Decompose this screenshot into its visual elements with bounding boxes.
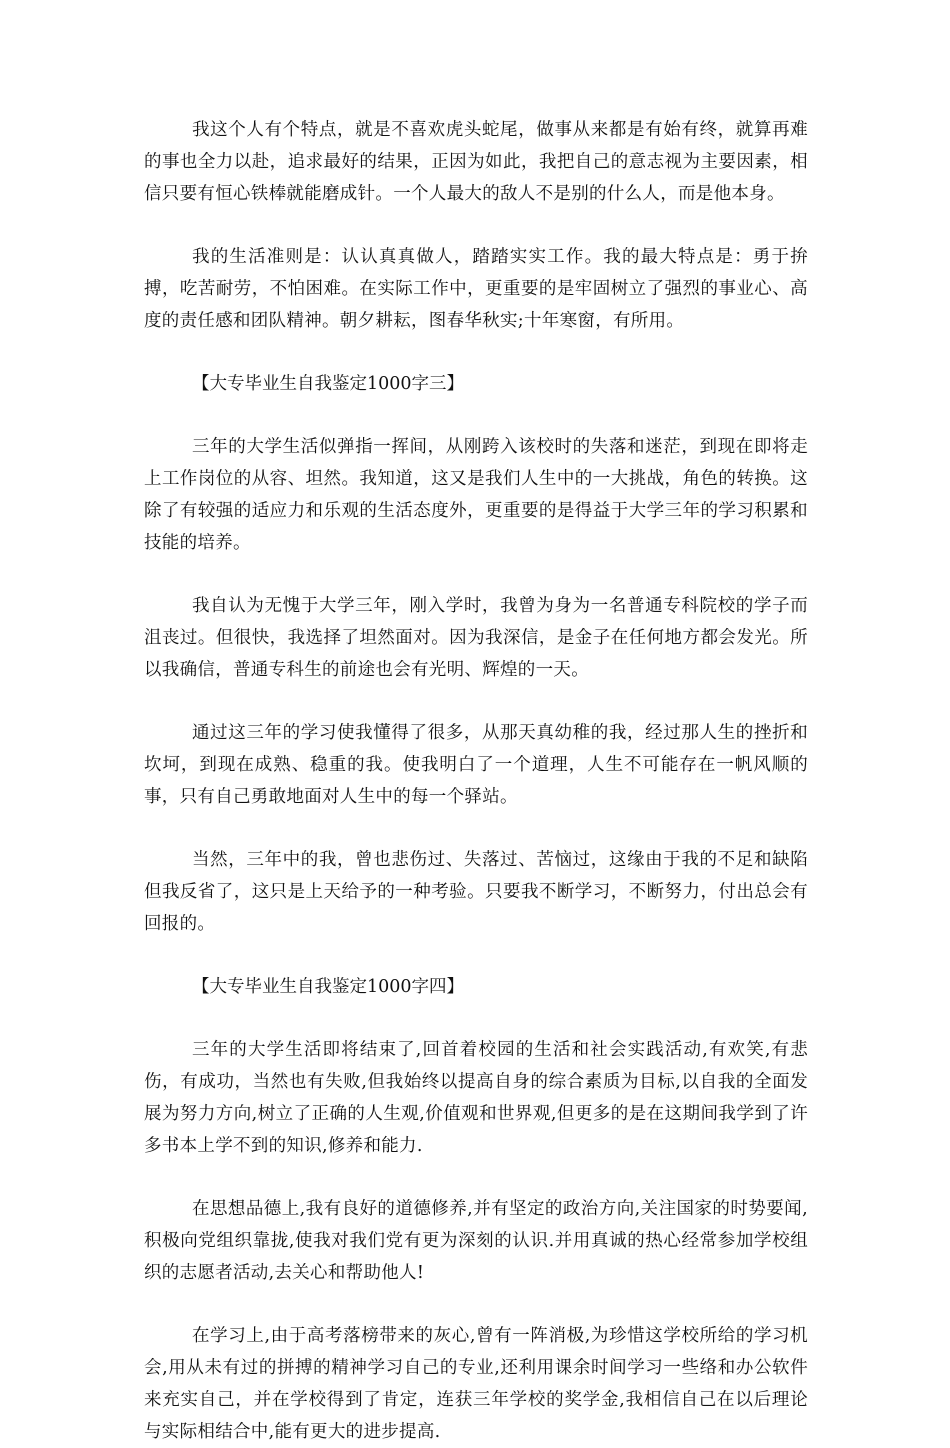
paragraph: 三年的大学生活即将结束了,回首着校园的生活和社会实践活动,有欢笑,有悲伤，有成功，当然也有失败,但我始终以提高自身的综合素质为目标,以自我的全面发展为努力方向,树立了正确的人生观,价值观和世界观,但更多的是在这期间我学到了许多书本上学不到的知识,修养和能力. — [144, 1040, 808, 1156]
paragraph: 通过这三年的学习使我懂得了很多，从那天真幼稚的我，经过那人生的挫折和坎坷，到现在成熟、稳重的我。使我明白了一个道理，人生不可能存在一帆风顺的事，只有自己勇敢地面对人生中的每一个驿站。 — [144, 723, 808, 807]
section-heading: 【大专毕业生自我鉴定1000字四】 — [192, 977, 465, 997]
paragraph: 当然，三年中的我，曾也悲伤过、失落过、苦恼过，这缘由于我的不足和缺陷但我反省了，这只是上天给予的一种考验。只要我不断学习，不断努力，付出总会有回报的。 — [144, 850, 808, 934]
paragraph: 我这个人有个特点，就是不喜欢虎头蛇尾，做事从来都是有始有终，就算再难的事也全力以赴，追求最好的结果，正因为如此，我把自己的意志视为主要因素，相信只要有恒心铁棒就能磨成针。一个人最大的敌人不是别的什么人，而是他本身。 — [144, 120, 808, 204]
paragraph: 在思想品德上,我有良好的道德修养,并有坚定的政治方向,关注国家的时势要闻,积极向党组织靠拢,使我对我们党有更为深刻的认识.并用真诚的热心经常参加学校组织的志愿者活动,去关心和帮助他人! — [144, 1199, 808, 1283]
document-page — [144, 114, 808, 1448]
paragraph: 我的生活准则是：认认真真做人，踏踏实实工作。我的最大特点是：勇于拚搏，吃苦耐劳，不怕困难。在实际工作中，更重要的是牢固树立了强烈的事业心、高度的责任感和团队精神。朝夕耕耘，图春华秋实;十年寒窗，有所用。 — [144, 247, 808, 331]
paragraph: 三年的大学生活似弹指一挥间，从刚跨入该校时的失落和迷茫，到现在即将走上工作岗位的从容、坦然。我知道，这又是我们人生中的一大挑战，角色的转换。这除了有较强的适应力和乐观的生活态度外，更重要的是得益于大学三年的学习积累和技能的培养。 — [144, 437, 808, 553]
section-heading: 【大专毕业生自我鉴定1000字三】 — [192, 374, 465, 394]
paragraph: 在学习上,由于高考落榜带来的灰心,曾有一阵消极,为珍惜这学校所给的学习机会,用从未有过的拼搏的精神学习自己的专业,还利用课余时间学习一些络和办公软件来充实自己，并在学校得到了肯定，连获三年学校的奖学金,我相信自己在以后理论与实际相结合中,能有更大的进步提高. — [144, 1326, 808, 1442]
paragraph: 我自认为无愧于大学三年，刚入学时，我曾为身为一名普通专科院校的学子而沮丧过。但很快，我选择了坦然面对。因为我深信，是金子在任何地方都会发光。所以我确信，普通专科生的前途也会有光明、辉煌的一天。 — [144, 596, 808, 680]
